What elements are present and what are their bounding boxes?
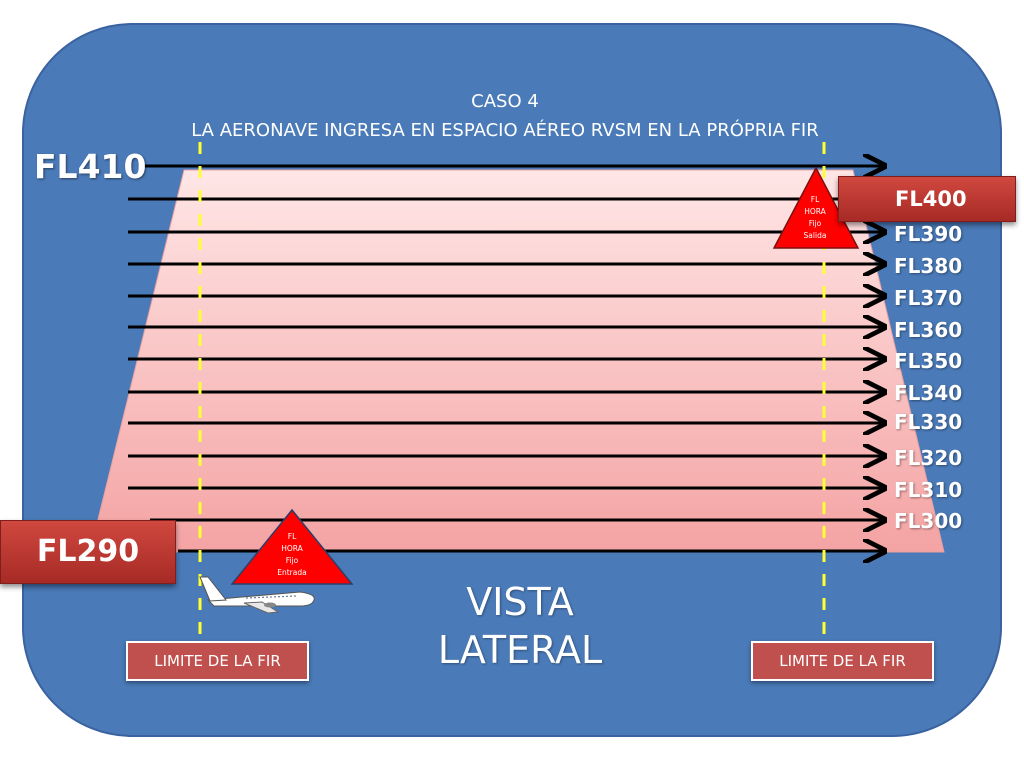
level-label-fl320: FL320 (894, 446, 963, 470)
level-label-fl380: FL380 (894, 254, 963, 278)
fir-limit-label-left: LIMITE DE LA FIR (126, 641, 309, 681)
case-subtitle: LA AERONAVE INGRESA EN ESPACIO AÉREO RVSM EN LA PRÓPRIA FIR (191, 120, 819, 141)
level-label-fl390: FL390 (894, 222, 963, 246)
view-label-line-2: LATERAL (437, 628, 603, 672)
level-label-fl330: FL330 (894, 410, 963, 434)
view-label (420, 578, 620, 674)
exit-marker-line-1: FL (810, 195, 820, 204)
level-label-fl360: FL360 (894, 318, 963, 342)
top-level-label: FL410 (34, 147, 147, 186)
exit-marker-line-3: Fijo (808, 219, 822, 228)
fir-limit-label-right: LIMITE DE LA FIR (751, 641, 934, 681)
entry-marker-line-1: FL (287, 532, 297, 541)
level-label-fl350: FL350 (894, 349, 963, 373)
exit-level-box: FL400 (838, 176, 1016, 222)
level-label-fl300: FL300 (894, 509, 963, 533)
exit-marker-line-2: HORA (804, 207, 826, 216)
entry-marker-line-4: Entrada (277, 568, 307, 577)
entry-level-box: FL290 (0, 520, 176, 584)
level-label-fl340: FL340 (894, 381, 963, 405)
view-label-line-1: VISTA (466, 580, 574, 624)
entry-marker-line-3: Fijo (285, 556, 299, 565)
level-label-fl310: FL310 (894, 478, 963, 502)
level-label-fl370: FL370 (894, 286, 963, 310)
entry-marker-line-2: HORA (281, 544, 303, 553)
exit-marker-line-4: Salida (803, 231, 827, 240)
case-title: CASO 4 (471, 91, 539, 112)
